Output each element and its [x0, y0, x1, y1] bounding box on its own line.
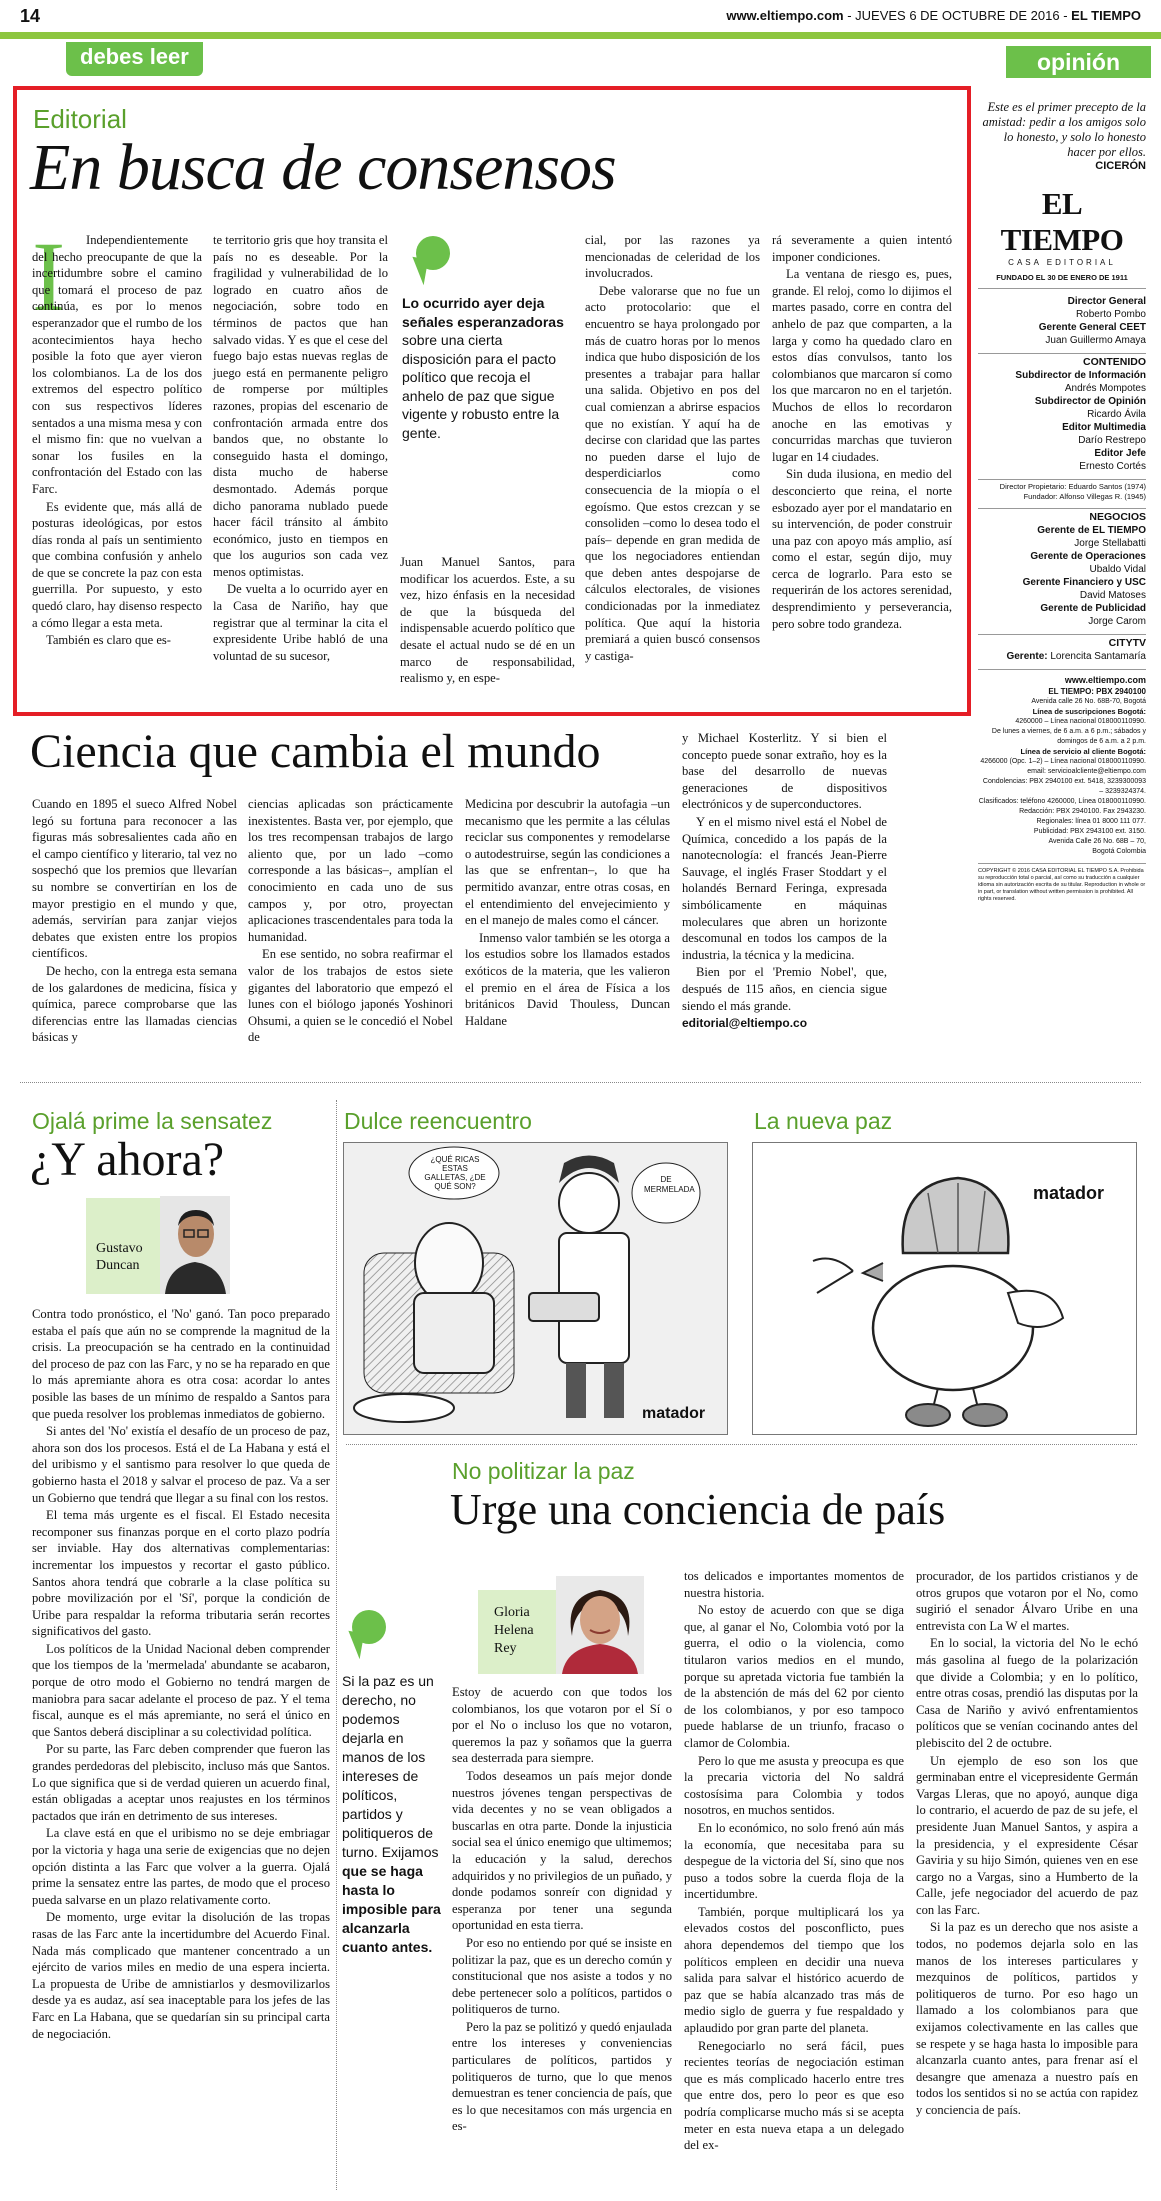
editorial-col5-p2: La ventana de riesgo es, pues, grande. El reloj, como lo dijimos el martes pasado, corre en contra del anhelo de paz que comparten, a la larga y como ha quedado claro en estos días convulsos, tanto los colombianos que marcaron sí como los que marcaron no en el tarjetón. Muchos de ellos lo recordaron anoche en las emotivas y concurridas marchas que tuvieron lugar en 14 ciudades. — [772, 267, 952, 464]
column-p7: De momento, urge evitar la disolución de las tropas rasas de las Farc ante la incertidumbre del Acuerdo Final. Nada más complicado que mantener concentrado a un ejército de varios miles en medio de una espera incierta. La propuesta de Uribe de amnistiarlos y desmovilizarlos desde ya es audaz, así sea inaceptable para los jefes de las Farc en La Habana, que se quedarían sin su principal carta de negociación. — [32, 1910, 330, 2041]
eltiempo-logo-sub: CASA EDITORIAL — [1008, 258, 1116, 267]
ciencia-col-3 — [465, 796, 670, 1030]
contact-address-2: Avenida Calle 26 No. 68B – 70, — [1048, 838, 1146, 845]
gloria-last-name: Rey — [494, 1641, 517, 1656]
ciencia-email[interactable]: editorial@eltiempo.co — [682, 1016, 808, 1031]
ciencia-col4-p2: Y en el mismo nivel está el Nobel de Química, concedido a los papás de la nanotecnología: el francés Jean-Pierre Sauvage, el inglés Fraser Stoddart y el holandés Bernard Feringa, expresada simbólicamente en máquinas moleculares que abren un horizonte descomunal en todos los campos de la industria, la técnica y la medicina. — [682, 814, 887, 962]
author-name — [96, 1240, 143, 1274]
editorial-col-1 — [32, 221, 202, 650]
contenido-name-3: Darío Restrepo — [1078, 435, 1146, 446]
citytv-label: Gerente: — [1006, 651, 1048, 662]
contenido-name-2: Ricardo Ávila — [1087, 409, 1146, 420]
contact-condolencias: Condolencias: PBX 2940100 ext. 5418, 3239300093 – 3239324374. — [982, 778, 1146, 795]
quote-mark-icon — [408, 236, 456, 284]
column-kicker: Ojalá prime la sensatez — [32, 1108, 273, 1134]
gloria-quote-bold: que se haga hasta lo imposible para alcanzarla cuanto antes. — [342, 1863, 441, 1955]
contact-email[interactable]: email: servicioalcliente@eltiempo.com — [1027, 768, 1146, 775]
editorial-quote-lead: Lo ocurrido ayer deja señales esperanzadoras — [402, 295, 564, 330]
editorial-col1-p3: También es claro que es- — [46, 633, 172, 648]
editorial-col3-p1: Juan Manuel Santos, para modificar los acuerdos. Este, a su vez, hizo énfasis en la necesidad de que la búsqueda del indispensable acuerdo político que desate el actual nudo se dé en un marco de responsabilidad, realismo y, en espe- — [400, 555, 575, 686]
cartoon2-frame — [752, 1142, 1137, 1435]
gloria-col3-p1: procurador, de los partidos cristianos y de otros grupos que votaron por el No, como sugirió el senador Álvaro Uribe en una entrevista con La W el martes. — [916, 1569, 1138, 1633]
gloria-col3-p4: Si la paz es un derecho que nos asiste a todos, no podemos dejarla solo en las manos de los intereses particulares y mezquinos de políticos, partidos y politiqueros de turno. Por eso hago un llamado a los colombianos para que exijamos colectivamente en las calles que se respete y se haga hasta lo imposible para alcanzarla cuanto antes, para frenar así el desangre que amenaza a nuestro país en todos los sentidos si no se actúa con rapidez y conciencia de país. — [916, 1920, 1138, 2117]
epigraph-author: CICERÓN — [1095, 160, 1146, 172]
cartoon2-label: La nueva paz — [754, 1108, 893, 1134]
contenido-role-3: Editor Multimedia — [1062, 422, 1146, 433]
editorial-col-2 — [213, 232, 388, 665]
contact-regionales: Regionales: línea 01 8000 111 077. — [1036, 818, 1146, 825]
column-p5: Por su parte, las Farc deben comprender que fueron las grandes perdedoras del plebiscito, incluso más que Santos. Lo que significa que si de verdad quieren un acuerdo final, están obligadas a aceptar unos reajustes en los términos pactados que irán en detrimento de sus intereses. — [32, 1742, 330, 1823]
eltiempo-logo: EL TIEMPO — [1000, 186, 1124, 257]
gloria-col-3 — [916, 1568, 1138, 2120]
gloria-col1-p3: Por eso no entiendo por qué se insiste en politizar la paz, que es un derecho común y constitucional que nos asiste a todos y no debe pertenecer solo a políticos, partidos o politiqueros de turno. — [452, 1935, 672, 2017]
negocios-role-1: Gerente de EL TIEMPO — [1037, 525, 1146, 536]
editorial-col5-p1: rá severamente a quien intentó imponer condiciones. — [772, 233, 952, 264]
contenido-name-4: Ernesto Cortés — [1079, 461, 1146, 472]
cartoon1-frame — [343, 1142, 728, 1435]
column-p1: Contra todo pronóstico, el 'No' ganó. Tan poco preparado estaba el país que aún no se comprende la magnitud de la crisis. La preocupación se ha centrado en la continuidad del proceso de paz con las Farc, y no se ha reparado en que lo más apremiante ahora es otra cosa: acordar lo antes posible las bases de un mínimo de respaldo a Santos para que pueda resolver los problemas inmediatos de gobierno. — [32, 1307, 330, 1421]
contenido-role-2: Subdirector de Opinión — [1034, 396, 1146, 407]
negocios-head: NEGOCIOS — [1089, 511, 1146, 523]
editorial-col2-p2: De vuelta a lo ocurrido ayer en la Casa de Nariño, hay que registrar que al terminar la cita el expresidente Uribe habló de una voluntad de su sucesor, — [213, 582, 388, 663]
gloria-quote-plain: Si la paz es un derecho, no podemos dejarla en manos de los intereses de políticos, partidos y politiqueros de turno. Exijamos — [342, 1673, 439, 1860]
header-site[interactable]: www.eltiempo.com — [726, 8, 844, 23]
page-header-right — [726, 8, 1141, 23]
header-brand: EL TIEMPO — [1071, 8, 1141, 23]
gloria-mid-name: Helena — [494, 1623, 534, 1638]
gloria-col1-p4: Pero la paz se politizó y quedó enjaulada entre los intereses y conveniencias particulares de políticos, partidos y politiqueros de turno, que lo que menos demuestran es tener conciencia de país, que es lo que necesitamos con más urgencia en es- — [452, 2019, 672, 2134]
gloria-col1-p1: Estoy de acuerdo con que todos los colombianos, los que votaron por el Sí o por el No o incluso los que no votaron, queremos la paz y soñamos que la guerra sea desterrada para siempre. — [452, 1685, 672, 1766]
editorial-quote — [402, 236, 570, 442]
ciencia-col3-p1: Medicina por descubrir la autofagia –un mecanismo que les permite a las células reciclar sus componentes y remodelarse o autodestruirse, según las condiciones a las que se enfrentan–, lo que ha permitido avanzar, entre otras cosas, en el entendimiento del envejecimiento y en el manejo de males como el cáncer. — [465, 797, 670, 928]
author-first-name: Gustavo — [96, 1241, 143, 1256]
tab-opinion[interactable]: opinión — [1006, 46, 1151, 78]
contact-hours: De lunes a viernes, de 6 a.m. a 6 p.m.; sábados y domingos de 6 a.m. a 2 p.m. — [991, 728, 1146, 745]
gloria-col2-p4: En lo económico, no solo frenó aún más la economía, que necesitaba para su despegue de la victoria del Sí, sino que nos puso a todos sobre la cuerda floja de la incertidumbre. — [684, 1820, 904, 1902]
contact-block — [978, 674, 1146, 857]
tab-debes-leer[interactable]: debes leer — [66, 42, 203, 76]
gloria-col-1 — [452, 1684, 672, 2136]
contact-city: Bogotá Colombia — [1092, 848, 1146, 855]
editorial-col4-p2: Debe valorarse que no fue un acto protocolario: que el encuentro se haya prolongado por más de cuatro horas por lo menos indica que hubo disposición de los presentes a trabajar para hallar una salida. Objetivo en pos del cual comienzan a abrirse espacios que no existían. Y aquí ha de decirse con claridad que las partes no pueden darse el lujo de desperdiciarlos como consecuencia de la miopía o el egoísmo. Que estos crezcan y se consoliden –como lo desea todo el país– depende en gran medida de que los negociadores entiendan que deben antes despojarse de cálculos electorales, de visiones condicionadas por la inmediatez política. Que aquí la historia premiará a quien buscó consensos y castiga- — [585, 283, 760, 663]
gloria-top-rule — [346, 1444, 1137, 1445]
contact-redaccion: Redacción: PBX 2940100. Fax 2943230. — [1019, 808, 1146, 815]
editorial-col5-p3: Sin duda ilusiona, en medio del desconcierto que reina, el norte esbozado ayer por el mandatario en su intervención, de poder construir una paz con apoyo más amplio, así como el estar, según dijo, muy cerca de lograrlo. Para esto se requerirán de los actores serenidad, desprendimiento y perseverancia, pero sobre todo grandeza. — [772, 467, 952, 631]
contact-publicidad: Publicidad: PBX 2943100 ext. 3150. — [1033, 828, 1146, 835]
contact-subs-head: Línea de suscripciones Bogotá: — [1032, 707, 1146, 716]
gloria-kicker: No politizar la paz — [452, 1458, 635, 1484]
gloria-first-name: Gloria — [494, 1605, 530, 1620]
ciencia-col-2 — [248, 796, 453, 1047]
gloria-col2-p6: Renegociarlo no será fácil, pues recientes teorías de negociación estiman que es más complicado hacerlo entre tres que entre dos, pero lo peor es que eso podría complicarse mucho más si se acepta meter en esta nueva etapa a un delegado del ex- — [684, 2038, 904, 2153]
page-number: 14 — [20, 6, 41, 26]
staff-name-2: Juan Guillermo Amaya — [1045, 335, 1146, 346]
staff-role-2: Gerente General CEET — [1038, 322, 1146, 333]
ciencia-col2-p1: ciencias aplicadas son prácticamente inexistentes. Basta ver, por ejemplo, que los tres recompensan trabajos de largo aliento que, por un lado –como corresponde a las básicas–, amplían el conocimiento en cada uno de sus campos y, por otro, proyectan aplicaciones trascendentales para toda la humanidad. — [248, 797, 453, 944]
owner: Director Propietario: Eduardo Santos (1974) — [999, 482, 1146, 491]
editorial-quote-rest: sobre una cierta disposición para el pacto político que recoja el anhelo de paz que sigue vigente y robusto entre la gente. — [402, 332, 560, 441]
negocios-role-2: Gerente de Operaciones — [1030, 551, 1146, 562]
ciencia-col-1 — [32, 796, 237, 1047]
ciencia-col1-p2: De hecho, con la entrega esta semana de los galardones de medicina, física y química, parece comprobarse que las diferencias entre las llamadas ciencias básicas y — [32, 963, 237, 1045]
gloria-col2-p2: No estoy de acuerdo con que se diga que, al ganar el No, Colombia votó por la guerra, el odio o la violencia, como titularon varios medios en el mundo, porque su apretada victoria fue también la de la abstención de más del 62 por ciento de los colombianos, y por eso tampoco puede hablarse de un triunfo, fracaso o clamor de Colombia. — [684, 1603, 904, 1750]
ciencia-col1-p1: Cuando en 1895 el sueco Alfred Nobel legó su fortuna para reconocer a las figuras más sobresalientes cada año en el campo científico y literario, tal vez no sospechó que los premios que llevarían su nombre se convertirían en los de mayor prestigio en el mundo y que, además, servirían para zanjar viejos debates que existen entre los propios científicos. — [32, 797, 237, 961]
citytv-name: Lorencita Santamaría — [1050, 651, 1146, 662]
cartoon2-signature: matador — [1033, 1183, 1105, 1203]
contenido-role-1: Subdirector de Información — [1015, 370, 1146, 381]
negocios-role-4: Gerente de Publicidad — [1040, 603, 1146, 614]
negocios-name-2: Ubaldo Vidal — [1089, 564, 1146, 575]
staff-role-1: Director General — [1067, 296, 1146, 307]
citytv-head: CITYTV — [1108, 637, 1146, 649]
column-p3: El tema más urgente es el fiscal. El Estado necesita recomponer sus finanzas porque en el corto plazo podría ser inviable. Hay dos alternativas complementarias: incrementar los impuestos y recortar el gasto público. Santos ahora tendrá que cobrarle a la clase política su pobre movilización por el 'Sí', porque la condición de Uribe para respaldar la reforma tributaria serán recortes significativos del gasto. — [32, 1508, 330, 1639]
gloria-col2-p1: tos delicados e importantes momentos de nuestra historia. — [684, 1569, 904, 1600]
gloria-title: Urge una conciencia de país — [450, 1485, 946, 1534]
gloria-col1-p2: Todos deseamos un país mejor donde nuestros jóvenes tengan perspectivas de vida decentes y no se vean obligados a buscarlas en otra parte. Donde la injusticia social sea el único enemigo que ultimemos; la educación y la salud, derechos adquiridos y no privilegios de un puñado, y donde podamos sonreír con dignidad y esperanza por tener una segunda oportunidad en esta tierra. — [452, 1768, 672, 1933]
editorial-col2-p1: te territorio gris que hoy transita el país no es deseable. Por la fragilidad y vulnerabilidad de lo logrado en cuatro años de negociación, sobre todo en términos de pactos que han salvado vidas. Y es que el cese del fuego bajo estas nuevas reglas de juego está en permanente peligro de romperse por múltiples razones, propias del escenario de confrontación armada entre dos bandos que, no obstante lo conseguido hasta el domingo, dista mucho de haberse desmontado. Además porque dicho panorama nublado puede hacer fácil tránsito al ámbito económico, justo en tiempos en que los augurios son cada vez menos optimistas. — [213, 233, 388, 579]
column-title: ¿Y ahora? — [30, 1133, 225, 1186]
editorial-col-5 — [772, 232, 952, 633]
contact-clasificados: Clasificados: teléfono 4260000, Línea 018000110990. — [978, 798, 1146, 805]
ciencia-col2-p2: En ese sentido, no sobra reafirmar el valor de los trabajos de estos siete gigantes del laboratorio que empezó el lunes con el biólogo japonés Yoshinori Ohsumi, a quien se le concedió el Nobel de — [248, 947, 453, 1045]
editorial-col-4 — [585, 232, 760, 665]
column-p6: La clave está en que el uribismo no se deje embriagar por la victoria y haga una serie de exigencias que no dejen opción distinta a las Farc que volver a la guerra. Ojalá prime la sensatez entre las partes, de modo que el proceso pueda salvarse en un plazo relativamente corto. — [32, 1826, 330, 1907]
ciencia-col3-p2: Inmenso valor también se les otorga a los estudios sobre los llamados estados exóticos de la materia, que les valieron el premio en el área de Física a los británicos David Thouless, Duncan Haldane — [465, 930, 670, 1028]
contact-web[interactable]: www.eltiempo.com — [1064, 675, 1146, 685]
column-p4: Los políticos de la Unidad Nacional deben comprender que los tiempos de la 'mermelada' abundante se acabaron, porque de otro modo el Gobierno no tendrá margen de maniobra para sacar adelante el proceso de paz. Y el tema fiscal, aunque es el más apremiante, no será el único en que Santos deberá disciplinar a su colectividad política. — [32, 1641, 330, 1739]
editorial-col1-p1: Independientemente del hecho preocupante de que la incertidumbre sobre el camino que tomará el proceso de paz continúa, es por lo menos esperanzador que el rumbo de los acontecimientos haya hecho posible la foto que ayer vieron los colombianos. La de los dos extremos del espectro político con sus respectivos líderes sentados a una misma mesa y con el mismo fin: que no vuelvan a sonar los fusiles en la confrontación del Estado con las Farc. — [32, 233, 202, 496]
drop-cap: I — [32, 221, 66, 332]
contenido-role-4: Editor Jefe — [1094, 448, 1146, 459]
cartoon1-bubble1: ¿QUÉ RICAS ESTAS GALLETAS, ¿DE QUÉ SON? — [424, 1155, 486, 1191]
contact-service-head: Línea de servicio al cliente Bogotá: — [1020, 747, 1146, 756]
negocios-name-3: David Matoses — [1079, 590, 1146, 601]
negocios-name-1: Jorge Stellabatti — [1074, 538, 1146, 549]
contact-subs: 4260000 – Línea nacional 018000110990. — [1015, 718, 1146, 725]
section-separator — [20, 1082, 1141, 1083]
contact-address: Avenida calle 26 No. 68B-70, Bogotá — [1031, 698, 1146, 705]
gloria-author-name — [494, 1604, 534, 1658]
contenido-name-1: Andrés Mompotes — [1064, 383, 1146, 394]
ciencia-col4-p1: y Michael Kosterlitz. Y si bien el concepto puede sonar extraño, hoy es la base del desarrollo de nuevas generaciones de dispositivos electrónicos y de superconductores. — [682, 731, 887, 812]
negocios-name-4: Jorge Carom — [1088, 616, 1146, 627]
gloria-quote — [342, 1610, 442, 1957]
founder: Fundador: Alfonso Villegas R. (1945) — [1023, 492, 1146, 501]
quote-mark-icon-2 — [344, 1610, 392, 1658]
founded: FUNDADO EL 30 DE ENERO DE 1911 — [996, 273, 1128, 282]
gloria-col3-p2: En lo social, la victoria del No le echó más gasolina al fuego de la polarización que divide a Colombia; y en lo político, entre otras cosas, prendió las disputas por la Casa de Nariño y avivó enfrentamientos políticos que se venían cocinando antes del plebiscito del 2 de octubre. — [916, 1636, 1138, 1750]
ciencia-col4-p3: Bien por el 'Premio Nobel', que, después de 115 años, en ciencia sigue siendo el más grande. — [682, 965, 887, 1013]
staff-name-1: Roberto Pombo — [1075, 309, 1146, 320]
gloria-col2-p3: Pero lo que me asusta y preocupa es que la precaria victoria del No saldrá costosísima para Colombia y todos nosotros, en muchos sentidos. — [684, 1753, 904, 1818]
cartoon1-bubble2: DE MERMELADA — [644, 1175, 695, 1194]
contenido-head: CONTENIDO — [1083, 356, 1146, 368]
cartoon1-signature: matador — [642, 1405, 706, 1422]
masthead — [978, 100, 1146, 903]
gloria-col3-p3: Un ejemplo de eso son los que germinaban entre el vicepresidente Germán Vargas Lleras, que no apoyó, aunque diga lo contrario, el acuerdo de paz de su jefe, el presidente Juan Manuel Santos, y aspira a la presidencia, y el expresidente César Gaviria y su hijo Simón, quienes ven en ese cargo no a Vargas, sino a Humberto de la Calle, jefe negociador del acuerdo de paz con las Farc. — [916, 1753, 1138, 1917]
editorial-title: En busca de consensos — [30, 131, 616, 204]
column-body — [32, 1306, 330, 2043]
ciencia-title: Ciencia que cambia el mundo — [30, 725, 601, 778]
epigraph: Este es el primer precepto de la amistad: pedir a los amigos solo lo honesto, y solo lo honesto hacer por ellos. — [982, 100, 1146, 159]
editorial-col-3 — [400, 554, 575, 688]
gloria-photo — [556, 1576, 644, 1674]
contact-service: 4266000 (Opc. 1–2) – Línea nacional 018000110990. — [980, 758, 1146, 765]
gloria-col-2 — [684, 1568, 904, 2155]
ciencia-col-4 — [682, 730, 887, 1033]
editorial-col1-p2: Es evidente que, más allá de posturas ideológicas, por estos días ronda al país un sentimiento que combina confusión y anhelo de que se concrete la paz con esta guerrilla. Por supuesto, y esto quedó claro, hay disenso respecto a cómo llegar a esta meta. — [32, 499, 202, 630]
gloria-col2-p5: También, porque multiplicará los ya elevados costos del posconflicto, pues ahora dependemos del tiempo que los políticos empleen en decidir una nueva salida para salvar el histórico acuerdo de paz que se había alcanzado tras más de medio siglo de guerra y fue respaldado y aplaudido por gran parte del planeta. — [684, 1904, 904, 2036]
author-last-name: Duncan — [96, 1258, 140, 1273]
author-photo — [160, 1196, 230, 1294]
header-date: - JUEVES 6 DE OCTUBRE DE 2016 - — [843, 8, 1072, 23]
negocios-role-3: Gerente Financiero y USC — [1022, 577, 1146, 588]
column-p2: Si antes del 'No' existía el desafío de un proceso de paz, ahora son dos los procesos. Está el de La Habana y está el del uribismo y el santismo para resolver lo que queda de gobierno hasta el 2018 y salvar el proceso de paz. Va a ser un Gobierno que tendrá que llegar a su final con los restos. — [32, 1424, 330, 1505]
copyright: COPYRIGHT © 2016 CASA EDITORIAL EL TIEMPO S.A. Prohibida su reproducción total o parcial, así como su traducción a cualquier idioma sin autorización escrita de su titular. Reproduction in whole or in part, or translation without written permission is prohibited. All rights reserved. — [978, 868, 1146, 902]
cartoon1-label: Dulce reencuentro — [344, 1108, 532, 1134]
editorial-col4-p1: cial, por las razones ya mencionadas de celeridad de los involucrados. — [585, 233, 760, 281]
column-divider — [336, 1100, 337, 2190]
header-green-band — [0, 32, 1161, 39]
contact-pbx: EL TIEMPO: PBX 2940100 — [1048, 687, 1146, 696]
editorial-kicker: Editorial — [33, 104, 127, 134]
